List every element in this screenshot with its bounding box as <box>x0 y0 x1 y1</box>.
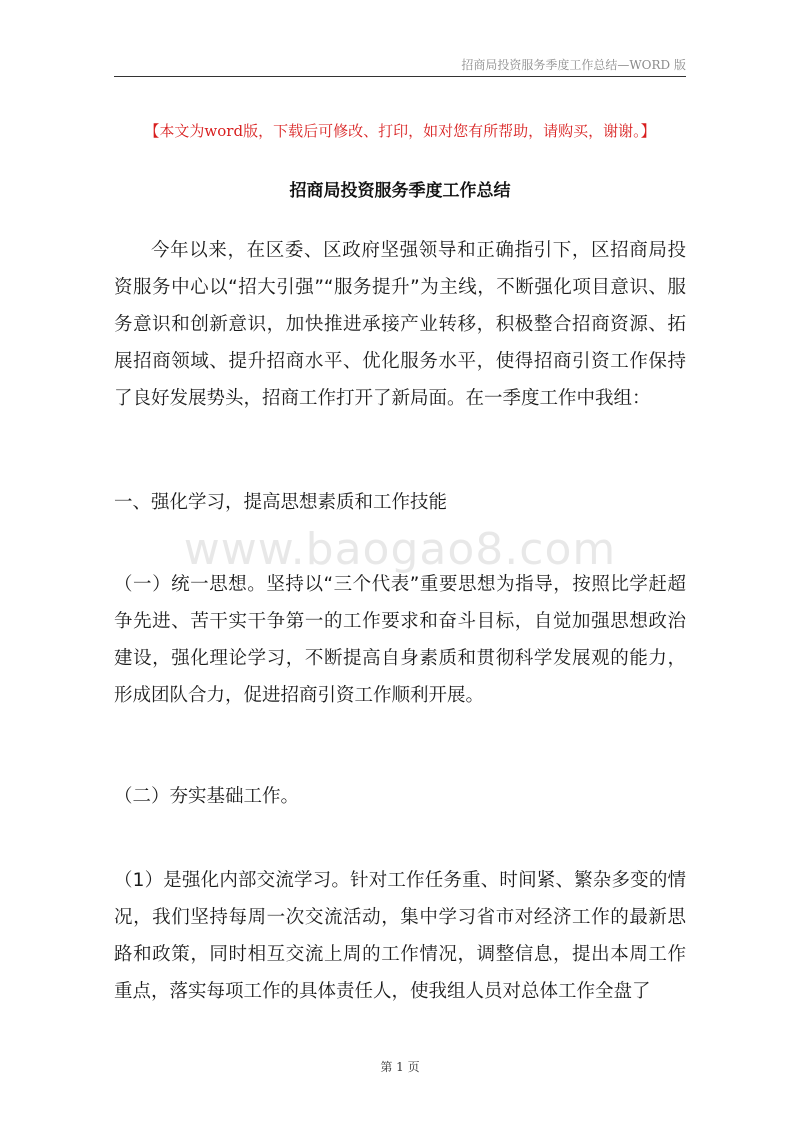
document-title: 招商局投资服务季度工作总结 <box>289 181 511 201</box>
page-number: 第 1 页 <box>380 1060 420 1074</box>
intro-paragraph: 今年以来，在区委、区政府坚强领导和正确指引下，区招商局投资服务中心以“招大引强”“服务提升”为主线，不断强化项目意识、服务意识和创新意识，加快推进承接产业转移，积极整合招商资源、拓展招商领域、提升招商水平、优化服务水平，使得招商引资工作保持了良好发展势头，招商工作打开了新局面。在一季度工作中我组： <box>114 240 686 409</box>
section-heading-1: 一、强化学习，提高思想素质和工作技能 <box>114 492 448 513</box>
running-header: 招商局投资服务季度工作总结—WORD 版 <box>461 58 686 72</box>
purchase-notice: 【本文为word版，下载后可修改、打印，如对您有所帮助，请购买，谢谢。】 <box>144 122 656 140</box>
item-1-paragraph: （1）是强化内部交流学习。针对工作任务重、时间紧、繁杂多变的情况，我们坚持每周一次交流活动，集中学习省市对经济工作的最新思路和政策，同时相互交流上周的工作情况，调整信息，提出本周工作重点，落实每项工作的具体责任人，使我组人员对总体工作全盘了 <box>114 870 686 1002</box>
site-watermark: www.baogao8.com <box>183 524 617 575</box>
subsection-2-heading: （二）夯实基础工作。 <box>114 786 300 807</box>
subsection-1-paragraph: （一）统一思想。坚持以“三个代表”重要思想为指导，按照比学赶超争先进、苦干实干争第一的工作要求和奋斗目标，自觉加强思想政治建设，强化理论学习，不断提高自身素质和贯彻科学发展观的能力，形成团队合力，促进招商引资工作顺利开展。 <box>114 574 686 706</box>
header-divider <box>114 76 686 77</box>
